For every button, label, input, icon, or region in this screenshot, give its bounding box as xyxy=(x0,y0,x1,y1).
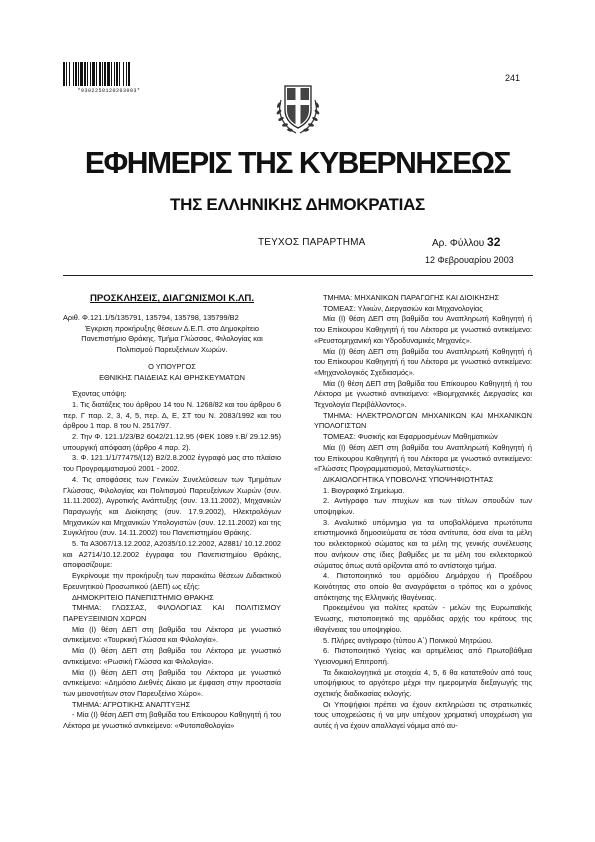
page-subtitle: ΤΗΣ ΕΛΛΗΝΙΚΗΣ ΔΗΜΟΚΡΑΤΙΑΣ xyxy=(170,195,425,214)
paragraph: Αριθ. Φ.121.1/5/135791, 135794, 135798, 135799/Β2 xyxy=(63,313,239,322)
paragraph: 4. Τις αποφάσεις των Γενικών Συνελεύσεων των Τμημάτων Γλώσσας, Φιλολογίας και Πολιτισμού Παρευξείνιων Χωρών (συν. 11.11.2002), Αγροτικής Ανάπτυξης (συν. 13.11.2002), Μηχανικών Παραγωγής και Διοίκησης (συν. 17.9.2002), Ηλεκτρολόγων Μηχανικών και Μηχανικών Υπολογιστών (συν. 12.11.2002) και της Συγκλήτου (συν. 14.11.2002) του Πανεπιστημίου Θράκης. xyxy=(63,474,281,538)
paragraph: Εγκρίνουμε την προκήρυξη των παρακάτω θέσεων Διδακτικού Ερευνητικού Προσωπικού (ΔΕΠ) ως εξής: xyxy=(63,571,281,591)
sheet-number: 32 xyxy=(487,235,501,249)
paragraph: ΤΜΗΜΑ: ΑΓΡΟΤΙΚΗΣ ΑΝΑΠΤΥΞΗΣ xyxy=(72,699,191,709)
paragraph: 5. Πλήρες αντίγραφο (τύπου Α΄) Ποινικού Μητρώου. xyxy=(323,635,493,645)
paragraph: Οι Υποψήφιοι πρέπει να έχουν εκπληρώσει τις στρατιωτικές τους υποχρεώσεις ή να μην υπέχουν χρηματική υποχρέωση για αυτές ή να έχουν απαλλαγεί νόμιμα από αυ- xyxy=(314,699,532,731)
paragraph: ΤΟΜΕΑΣ: Υλικών, Διεργασιών και Μηχανολογίας xyxy=(323,303,483,313)
paragraph: ΠΡΟΣΚΛΗΣΕΙΣ, ΔΙΑΓΩΝΙΣΜΟΙ Κ.ΛΠ. xyxy=(89,293,255,304)
paragraph: Έγκριση προκήρυξης θέσεων Δ.Ε.Π. στο Δημοκρίτειο Πανεπιστήμιο Θράκης. Τμήμα Γλώσσας, Φιλολογίας και Πολιτισμού Παρευξείνιων Χωρών. xyxy=(81,323,263,355)
paragraph: - Μία (Ι) θέση ΔΕΠ στη βαθμίδα του Επίκουρου Καθηγητή ή του Λέκτορα με γνωστικό αντικείμενο: «Φυτοπαθολογία» xyxy=(63,710,281,731)
greek-coat-of-arms-icon xyxy=(272,76,324,138)
paragraph: Ο ΥΠΟΥΡΓΟΣ xyxy=(148,361,196,371)
paragraph: 6. Πιστοποιητικό Υγείας και αρτιμέλειας από Πρωτοβάθμια Υγειονομική Επιτροπή. xyxy=(314,646,532,666)
paragraph: 3. Αναλυτικό υπόμνημα για τα υποβαλλόμενα πρωτότυπα επιστημονικά δημοσιεύματα σε τόσα αντίτυπα, όσα είναι τα μέλη του εκλεκτορικού σώματος και τα μέλη της γενικής συνέλευσης που ανήκουν στις ίδιες βαθμίδες με τα μέλη του εκλεκτορικού σώματος όπως αυτά ορίζονται από το αντίστοιχο τμήμα. xyxy=(314,517,532,570)
barcode-bar xyxy=(130,62,131,86)
issue-type: ΤΕΥΧΟΣ ΠΑΡΑΡΤΗΜΑ xyxy=(258,237,366,248)
paragraph: 5. Τα Α3067/13.12.2002, Α2035/10.12.2002, Α2881/ 10.12.2002 και Α2714/10.12.2002 έγγραφα του Πανεπιστημίου Θράκης, αποφασίζουμε: xyxy=(63,539,281,570)
page-number: 241 xyxy=(505,73,521,83)
left-column xyxy=(63,293,281,732)
paragraph: Μία (Ι) θέση ΔΕΠ στη βαθμίδα του Αναπληρωτή Καθηγητή ή του Επίκουρου Καθηγητή ή του Λέκτορα με γνωστικό αντικείμενο: «Ρευστομηχανική και Υδροδυναμικές Μηχανές». xyxy=(314,314,532,345)
paragraph: ΕΘΝΙΚΗΣ ΠΑΙΔΕΙΑΣ ΚΑΙ ΘΡΗΣΚΕΥΜΑΤΩΝ xyxy=(99,372,245,382)
issue-date: 12 Φεβρουαρίου 2003 xyxy=(425,255,514,265)
paragraph: Μία (Ι) θέση ΔΕΠ στη βαθμίδα του Αναπληρωτή Καθηγητή ή του Επίκουρου Καθηγητή ή του Λέκτορα με γνωστικό αντικείμενο: «Γλώσσες Προγραμματισμού, Μεταγλωττιστές». xyxy=(314,442,532,474)
paragraph: ΤΜΗΜΑ: ΓΛΩΣΣΑΣ, ΦΙΛΟΛΟΓΙΑΣ ΚΑΙ ΠΟΛΙΤΙΣΜΟΥ ΠΑΡΕΥΞΕΙΝΙΩΝ ΧΩΡΩΝ xyxy=(63,603,281,623)
header-divider xyxy=(63,275,533,276)
paragraph: Μία (Ι) θέση ΔΕΠ στη βαθμίδα του Λέκτορα με γνωστικό αντικείμενο: «Δημόσιο Διεθνές Δίκαιο με έμφαση στην προστασία των μειονοτήτων στον Παρευξείνιο Χώρο». xyxy=(63,667,281,698)
paragraph: ΤΜΗΜΑ: ΗΛΕΚΤΡΟΛΟΓΩΝ ΜΗΧΑΝΙΚΩΝ ΚΑΙ ΜΗΧΑΝΙΚΩΝ ΥΠΟΛΟΓΙΣΤΩΝ xyxy=(314,410,532,431)
paragraph: ΤΜΗΜΑ: ΜΗΧΑΝΙΚΩΝ ΠΑΡΑΓΩΓΗΣ ΚΑΙ ΔΙΟΙΚΗΣΗΣ xyxy=(323,293,500,302)
sheet-number-label xyxy=(432,235,500,249)
paragraph: 1. Βιογραφικό Σημείωμα. xyxy=(323,485,405,495)
paragraph: Μία (Ι) θέση ΔΕΠ στη βαθμίδα του Αναπληρωτή Καθηγητή ή του Επίκουρου Καθηγητή ή του Λέκτορα με γνωστικό αντικείμενο: «Μηχανολογικός Σχεδιασμός». xyxy=(314,346,532,377)
paragraph: 4. Πιστοποιητικό του αρμόδιου Δημάρχου ή Προέδρου Κοινότητας στο οποίο θα αναγράφεται ο τρόπος και ο χρόνος απόκτησης της Ελληνικής Ιθαγένειας. xyxy=(314,571,532,602)
paragraph: Προκειμένου για πολίτες κρατών - μελών της Ευρωπαϊκής Ένωσης, πιστοποιητικό της αρμόδιας αρχής του κράτους της ιθαγένειας του υποψηφίου. xyxy=(314,603,532,634)
paragraph: ΔΗΜΟΚΡΙΤΕΙΟ ΠΑΝΕΠΙΣΤΗΜΙΟ ΘΡΑΚΗΣ xyxy=(72,592,214,602)
paragraph: ΤΟΜΕΑΣ: Φυσικής και Εφαρμοσμένων Μαθηματικών xyxy=(323,432,498,442)
paragraph: Τα δικαιολογητικά με στοιχεία 4, 5, 6 θα κατατεθούν από τους υποψήφιους το αργότερο μέχρι την ημερομηνία διεξαγωγής της σχετικής διαδικασίας εκλογής. xyxy=(314,667,532,699)
sheet-prefix: Αρ. Φύλλου xyxy=(432,238,485,249)
paragraph: ΔΙΚΑΙΟΛΟΓΗΤΙΚΑ ΥΠΟΒΟΛΗΣ ΥΠΟΨΗΦΙΟΤΗΤΑΣ xyxy=(323,474,494,484)
paragraph: Έχοντας υπόψη: xyxy=(72,389,127,399)
barcode-number: *0302250120203003* xyxy=(77,88,141,94)
paragraph: Μία (Ι) θέση ΔΕΠ στη βαθμίδα του Επίκουρου Καθηγητή ή του Λέκτορα με γνωστικό αντικείμενο: «Βιομηχανικές Διεργασίες και Τεχνολογία Περιβάλλοντος». xyxy=(314,378,532,410)
page-title: ΕΦΗΜΕΡΙΣ ΤΗΣ ΚΥΒΕΡΝΗΣΕΩΣ xyxy=(84,145,511,180)
barcode xyxy=(63,62,155,86)
paragraph: 3. Φ. 121.1/1/77475/(12) Β2/2.8.2002 έγγραφό μας στο πλαίσιο του Προγραμματισμού 2001 - 2002. xyxy=(63,453,281,474)
right-column xyxy=(314,293,532,732)
paragraph: 2. Αντίγραφο των πτυχίων και των τίτλων σπουδών των υποψηφίων. xyxy=(314,496,532,517)
paragraph: 1. Τις διατάξεις του άρθρου 14 του Ν. 1268/82 και του άρθρου 6 περ. Γ παρ. 2, 3, 4, 5, περ. Δ, Ε, ΣΤ του Ν. 2083/1992 και του άρθρου 1 παρ. 8 του Ν. 2517/97. xyxy=(63,399,281,431)
paragraph: Μία (Ι) θέση ΔΕΠ στη βαθμίδα του Λέκτορα με γνωστικό αντικείμενο: «Ρωσική Γλώσσα και Φιλολογία». xyxy=(63,646,281,666)
paragraph: 2. Την Φ. 121.1/23/Β2 6042/21.12.95 (ΦΕΚ 1089 τ.Β/ 29.12.95) υπουργική απόφαση (άρθρο 4 παρ. 2). xyxy=(63,432,281,452)
paragraph: Μία (Ι) θέση ΔΕΠ στη βαθμίδα του Λέκτορα με γνωστικό αντικείμενο: «Τουρκική Γλώσσα και Φιλολογία». xyxy=(63,624,281,645)
